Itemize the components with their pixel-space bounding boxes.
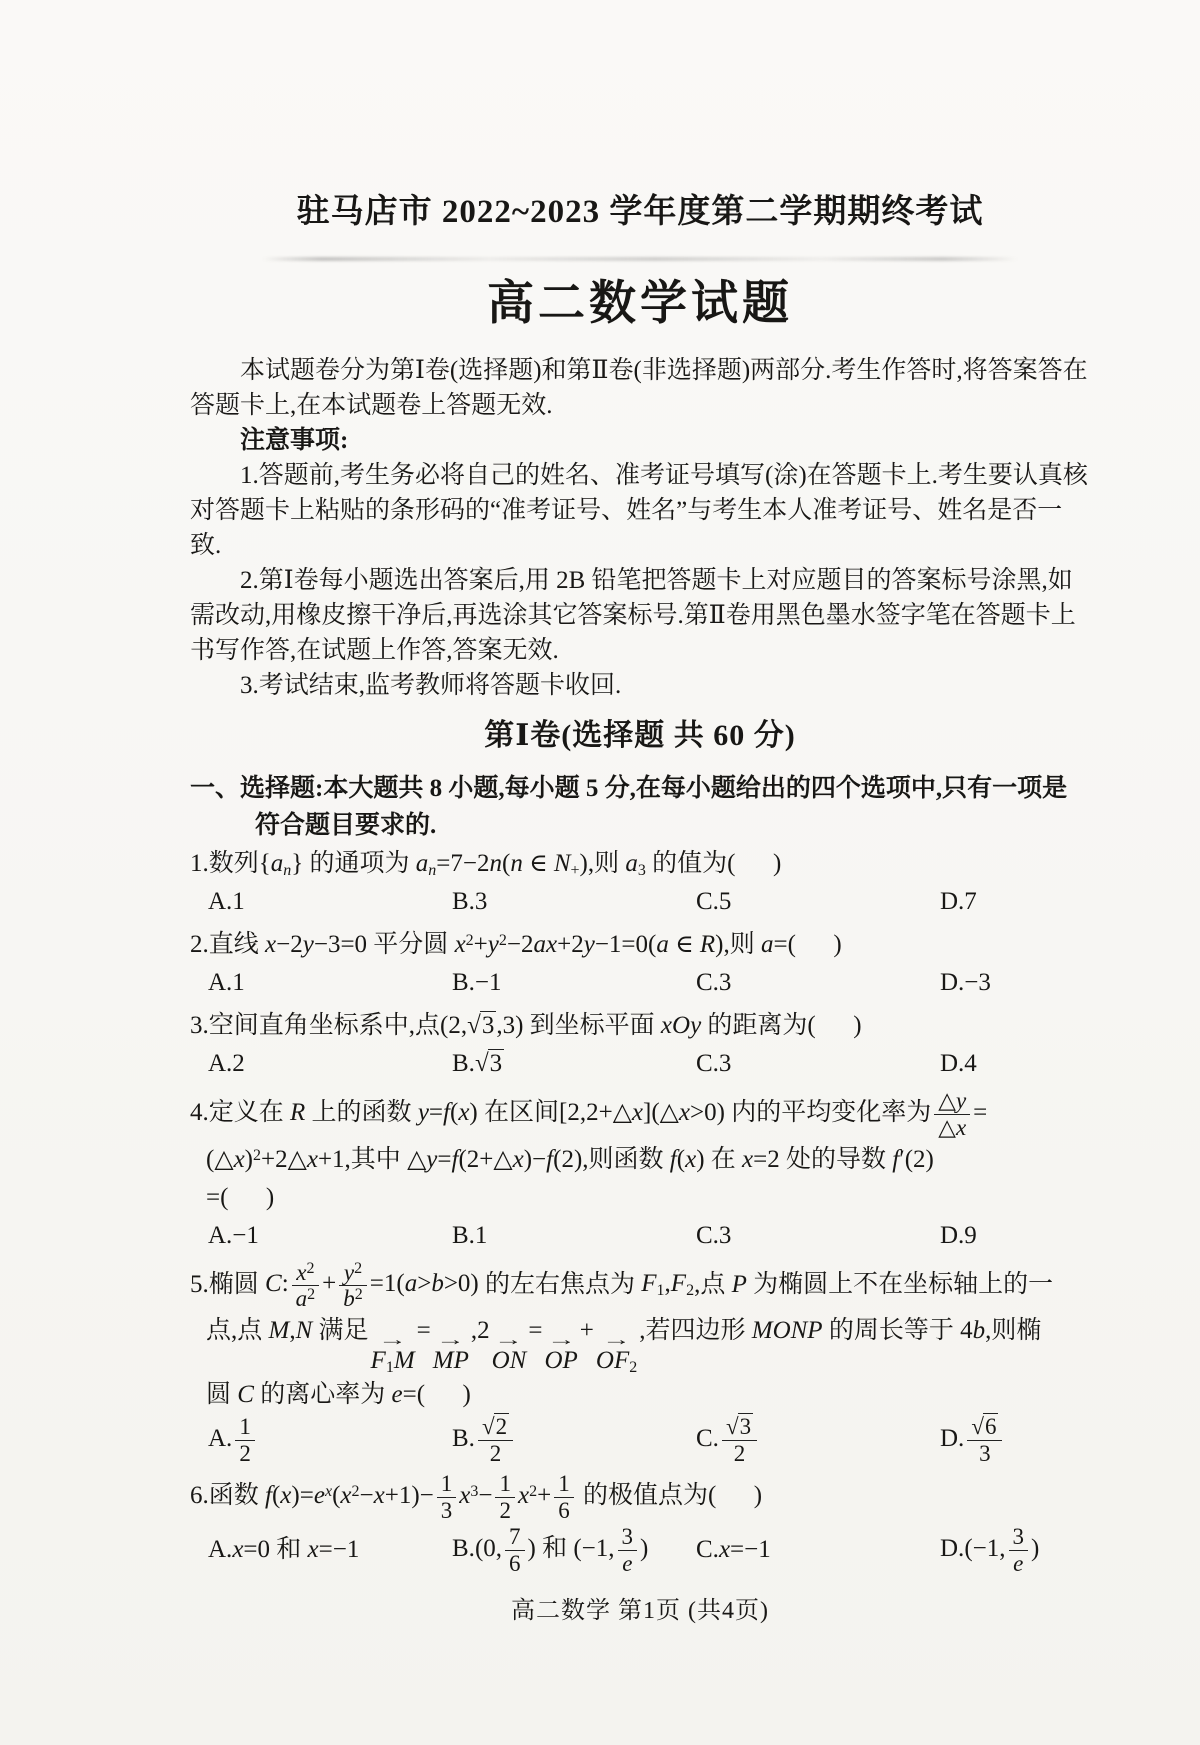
square-root <box>971 1414 998 1439</box>
exam-title: 驻马店市 2022~2023 学年度第二学期期终考试 <box>296 194 984 230</box>
text-run: B.3 <box>452 888 488 915</box>
text-run: 为椭圆上不在坐标轴上的一 <box>746 1270 1054 1298</box>
question-5 <box>190 1260 1090 1467</box>
intro-block <box>190 353 1090 703</box>
text-run: 圆 <box>206 1380 238 1408</box>
math-run <box>964 1413 1005 1466</box>
text-run: C.5 <box>696 888 732 915</box>
vector-base: MP <box>432 1347 469 1374</box>
option-d <box>940 1414 1090 1467</box>
option-c <box>696 1217 940 1255</box>
fraction <box>339 1260 367 1313</box>
text-run: ( ) <box>220 1183 275 1211</box>
question-1 <box>190 845 1090 921</box>
fraction-numerator: $x^2$ <box>292 1260 320 1287</box>
text-run: 的通项为 <box>303 850 416 877</box>
vector-arrow-icon: → <box>436 1330 466 1349</box>
text-run: ,则函数 <box>582 1145 670 1173</box>
question-line <box>190 1376 1090 1414</box>
text-run: 处的导数 <box>779 1145 893 1173</box>
option-b <box>452 1217 696 1255</box>
text-run: C. <box>696 1536 719 1563</box>
vector <box>544 1330 578 1376</box>
math-run: → $F_1M$ = → MP ,2 → ON = → OP + → $OF_2$ <box>370 1317 638 1376</box>
radical-sign: √ <box>725 1413 739 1439</box>
option-a <box>208 1531 452 1569</box>
fraction-denominator: 6 <box>558 1498 570 1523</box>
options-row <box>190 1217 1090 1255</box>
math-run: $x^2+y^2-2ax+2y-1=0(a$ ∈ R) <box>454 931 724 958</box>
text-run: A.1 <box>208 969 245 996</box>
text-run: 的值为( ) <box>645 850 782 877</box>
vector-arrow-icon: → <box>494 1330 524 1349</box>
option-c <box>696 1045 940 1083</box>
option-b <box>452 1524 696 1577</box>
text-run: 4.定义在 <box>190 1098 291 1126</box>
option-a <box>208 1045 452 1083</box>
fraction <box>1009 1524 1029 1577</box>
square-root <box>726 1414 753 1439</box>
option-a <box>208 964 452 1002</box>
math-run <box>475 1050 504 1077</box>
fraction <box>235 1414 255 1467</box>
fraction <box>505 1524 525 1577</box>
option-b <box>452 1414 696 1467</box>
text-run: D.9 <box>940 1221 977 1249</box>
text-run: A.2 <box>208 1050 245 1077</box>
notice-item-1: 1.答题前,考生务必将自己的姓名、准考证号填写(涂)在答题卡上.考生要认真核对答题卡上粘贴的条形码的“准考证号、姓名”与考生本人准考证号、姓名是否一致. <box>190 462 1088 559</box>
question-line <box>190 1179 1090 1217</box>
fraction <box>554 1471 574 1524</box>
math-run: C <box>237 1380 254 1408</box>
text-run: ,则椭 <box>985 1317 1042 1344</box>
text-run: 在区间 <box>477 1098 560 1126</box>
option-d <box>940 1045 1090 1083</box>
text-run: 和 <box>535 1534 574 1562</box>
question-line <box>190 1141 1090 1179</box>
text-run: 平分圆 <box>367 931 455 958</box>
question-line <box>190 926 1090 964</box>
question-line <box>190 1471 1090 1524</box>
radical-sign: √ <box>467 1012 481 1039</box>
fraction-numerator: 7 <box>505 1524 525 1551</box>
fraction-denominator: 2 <box>239 1440 251 1466</box>
text-run: 到坐标平面 <box>523 1012 661 1039</box>
fraction-numerator <box>722 1414 757 1441</box>
text-run: 的周长等于 <box>822 1317 961 1344</box>
text-run: 的距离为( ) <box>701 1012 862 1039</box>
text-run: A. <box>208 1424 233 1452</box>
square-root <box>467 1012 496 1039</box>
fraction <box>618 1524 638 1577</box>
text-run: ,则 <box>723 931 761 958</box>
fraction <box>292 1260 320 1313</box>
options-row <box>190 1524 1090 1577</box>
intro-paragraph: 本试题卷分为第Ⅰ卷(选择题)和第Ⅱ卷(非选择题)两部分.考生作答时,将答案答在答题卡上,在本试题卷上答题无效. <box>190 357 1088 419</box>
section-1-directive: 一、选择题:本大题共 8 小题,每小题 5 分,在每小题给出的四个选项中,只有一项是符合题目要求的. <box>190 775 1068 839</box>
option-a <box>208 883 452 921</box>
fraction-denominator: e <box>1013 1550 1024 1576</box>
math-run: (−1, $\frac{3}{e}$ ) <box>964 1523 1040 1576</box>
math-run <box>719 1413 760 1466</box>
math-run: M,N <box>268 1317 313 1344</box>
fraction-denominator: 2 <box>499 1498 511 1523</box>
math-run: (△x)$^2$+2△x+1 <box>206 1145 345 1173</box>
fraction-numerator: 3 <box>1009 1524 1029 1551</box>
radicand: 3 <box>489 1050 503 1077</box>
text-run: A.−1 <box>208 1221 259 1249</box>
options-row <box>190 1045 1090 1083</box>
radical-sign: √ <box>971 1413 984 1439</box>
text-run: ,点 <box>694 1270 732 1298</box>
text-run: 上的函数 <box>305 1098 418 1126</box>
math-run: = <box>206 1183 221 1211</box>
math-run: 4b <box>960 1317 986 1344</box>
math-run: (0, $\frac{7}{6}$ ) <box>474 1523 536 1576</box>
vector <box>370 1330 415 1376</box>
math-run: a= <box>761 931 788 958</box>
vector-arrow-icon: → <box>378 1330 408 1349</box>
fraction-numerator <box>478 1414 513 1441</box>
math-run: $a_n=7-2n(n$ ∈ $N_+$) <box>415 850 588 879</box>
vector-base: ON <box>491 1347 527 1374</box>
text-run: 6.函数 <box>190 1482 266 1510</box>
math-run: $a_3$ <box>625 850 646 879</box>
options-row <box>190 964 1090 1002</box>
text-run: ,则 <box>587 850 626 877</box>
fraction-denominator: $b^2$ <box>343 1286 363 1312</box>
option-b <box>452 1045 696 1083</box>
questions <box>190 845 1090 1576</box>
fraction-denominator: 3 <box>979 1440 991 1466</box>
vector-base: OP <box>544 1347 578 1374</box>
fraction-denominator: △x <box>938 1114 967 1140</box>
option-c <box>696 883 940 921</box>
fraction <box>967 1414 1002 1467</box>
option-c <box>696 1414 940 1467</box>
option-d <box>940 1217 1090 1255</box>
question-6 <box>190 1471 1090 1576</box>
math-run: (2,√3,3) <box>440 1012 524 1039</box>
math-run: e= <box>391 1380 417 1408</box>
text-run: 满足 <box>312 1317 369 1344</box>
text-run: ( ) <box>787 931 842 958</box>
text-run: C. <box>696 1424 719 1452</box>
text-run: 2.直线 <box>190 931 266 958</box>
math-run: x=0 <box>232 1536 271 1563</box>
option-d <box>940 1524 1090 1577</box>
section-1-title: 第Ⅰ卷(选择题 共 60 分) <box>484 719 796 752</box>
vector-arrow-icon: → <box>546 1330 576 1349</box>
question-line <box>190 1007 1090 1045</box>
notice-label: 注意事项: <box>240 427 349 454</box>
text-run: D. <box>940 1424 965 1452</box>
math-run: C: $\frac{x^2}{a^2}$ + $\frac{y^2}{b^2}$ =1(a>b>0) <box>265 1259 479 1312</box>
options-row <box>190 883 1090 921</box>
fraction <box>495 1471 515 1524</box>
option-c <box>696 1531 940 1569</box>
text-run: B. <box>452 1424 475 1452</box>
fraction-numerator: 3 <box>618 1524 638 1551</box>
radicand: 3 <box>481 1012 495 1039</box>
text-run: B.−1 <box>452 969 502 996</box>
paper-title: 高二数学试题 <box>487 278 793 330</box>
option-a <box>208 1414 452 1467</box>
vector <box>491 1330 527 1376</box>
scan-smudge-line <box>262 257 1018 261</box>
fraction-numerator: 1 <box>437 1471 457 1498</box>
option-b <box>452 964 696 1002</box>
math-run: x=−1 <box>718 1536 771 1563</box>
text-run: A. <box>208 1536 233 1563</box>
text-run: 内的平均变化率为 <box>724 1098 932 1126</box>
text-run: D.4 <box>940 1050 977 1077</box>
text-run: C.3 <box>696 1050 732 1077</box>
option-d <box>940 883 1090 921</box>
text-run: ( ) <box>416 1380 471 1408</box>
math-run: R <box>290 1098 306 1126</box>
option-b <box>452 883 696 921</box>
notice-item-2: 2.第Ⅰ卷每小题选出答案后,用 2B 铅笔把答题卡上对应题目的答案标号涂黑,如需改动,用橡皮擦干净后,再选涂其它答案标号.第Ⅱ卷用黑色墨水签字笔在答题卡上书写作答,在试题上作答,答案无效. <box>190 567 1076 664</box>
text-run: C.3 <box>696 1221 732 1249</box>
text-run: 1.数列 <box>190 850 259 877</box>
fraction-denominator: 6 <box>509 1550 521 1576</box>
vector-arrow-icon: → <box>602 1330 632 1349</box>
fraction-numerator: $y^2$ <box>339 1260 367 1287</box>
fraction-numerator: 1 <box>235 1414 255 1441</box>
text-run: 的离心率为 <box>253 1380 392 1408</box>
text-run: ,其中 <box>344 1145 408 1173</box>
vector <box>432 1330 469 1376</box>
fraction-denominator: 2 <box>733 1440 746 1466</box>
text-run: ,若四边形 <box>639 1317 752 1344</box>
text-run: B.1 <box>452 1221 488 1249</box>
text-run: C.3 <box>696 969 732 996</box>
options-row <box>190 1414 1090 1467</box>
fraction <box>478 1414 513 1467</box>
fraction-denominator: 2 <box>489 1440 502 1466</box>
math-run: xOy <box>660 1012 702 1039</box>
vector <box>595 1330 638 1376</box>
math-run: $f(x)=e^x(x^2-x+1)-$ $\frac{1}{3}$ $x^3-$ $\frac{1}{2}$ $x^2+$ $\frac{1}{6}$ <box>265 1482 577 1509</box>
text-run: B. <box>452 1050 475 1077</box>
math-run: $\frac{\triangle y}{\triangle x}$ = <box>931 1099 987 1126</box>
math-run: f(x) <box>669 1145 705 1173</box>
text-run: 3.空间直角坐标系中,点 <box>190 1012 441 1039</box>
math-run: f′(2) <box>892 1145 934 1173</box>
radicand: 6 <box>984 1413 997 1439</box>
math-run: $F_1,F_2$ <box>641 1270 695 1300</box>
question-3 <box>190 1007 1090 1083</box>
fraction <box>722 1414 757 1467</box>
text-run: D. <box>940 1534 965 1562</box>
option-a <box>208 1217 452 1255</box>
question-4 <box>190 1088 1090 1255</box>
question-line <box>190 1088 1090 1141</box>
fraction <box>437 1471 457 1524</box>
vector-base: $OF_2$ <box>595 1347 638 1376</box>
math-run <box>232 1413 258 1466</box>
math-run: $\{a_n\}$ <box>258 850 304 879</box>
fraction-denominator: e <box>622 1550 633 1576</box>
option-d <box>940 964 1090 1002</box>
square-root <box>475 1050 504 1077</box>
radicand: 3 <box>739 1413 752 1439</box>
math-run: P <box>731 1270 747 1298</box>
text-run: 的左右焦点为 <box>478 1270 642 1298</box>
question-2 <box>190 926 1090 1002</box>
question-line <box>190 1312 1090 1376</box>
fraction-numerator: 1 <box>554 1471 574 1498</box>
radical-sign: √ <box>481 1413 495 1439</box>
math-run: △y=f(2+△x)−f(2) <box>407 1145 583 1173</box>
text-run: D.−3 <box>940 969 991 996</box>
math-run: MONP <box>751 1317 823 1344</box>
text-run: 5.椭圆 <box>190 1270 266 1298</box>
fraction-denominator: $a^2$ <box>295 1286 316 1312</box>
fraction-denominator: 3 <box>440 1498 453 1523</box>
text-run: 点,点 <box>206 1317 269 1344</box>
page-footer: 高二数学 第1页 (共4页) <box>511 1598 769 1625</box>
vector-base: $F_1M$ <box>370 1347 415 1376</box>
question-line <box>190 845 1090 883</box>
radicand: 2 <box>495 1413 508 1439</box>
math-run: [2,2+△x](△x>0) <box>559 1098 725 1126</box>
text-run: A.1 <box>208 888 245 915</box>
math-run <box>475 1413 516 1466</box>
text-run: B. <box>452 1534 475 1562</box>
text-run: 和 <box>270 1536 308 1563</box>
fraction-numerator: △y <box>934 1088 970 1115</box>
square-root <box>482 1414 509 1439</box>
option-c <box>696 964 940 1002</box>
page-content <box>190 0 1090 1625</box>
fraction <box>934 1088 970 1141</box>
radical-sign: √ <box>474 1050 489 1077</box>
notice-item-3: 3.考试结束,监考教师将答题卡收回. <box>240 672 622 699</box>
math-run: y=f(x) <box>417 1098 478 1126</box>
question-line <box>190 1260 1090 1313</box>
math-run: (−1, $\frac{3}{e}$ ) <box>573 1523 649 1576</box>
math-run: x=2 <box>742 1145 780 1173</box>
fraction-numerator: 1 <box>495 1471 515 1498</box>
text-run: 的极值点为( ) <box>576 1482 763 1510</box>
math-run: x=−1 <box>307 1536 360 1563</box>
math-run: x−2y−3=0 <box>265 931 368 958</box>
text-run: 在 <box>704 1145 743 1173</box>
text-run: D.7 <box>940 888 977 915</box>
fraction-numerator <box>967 1414 1002 1441</box>
